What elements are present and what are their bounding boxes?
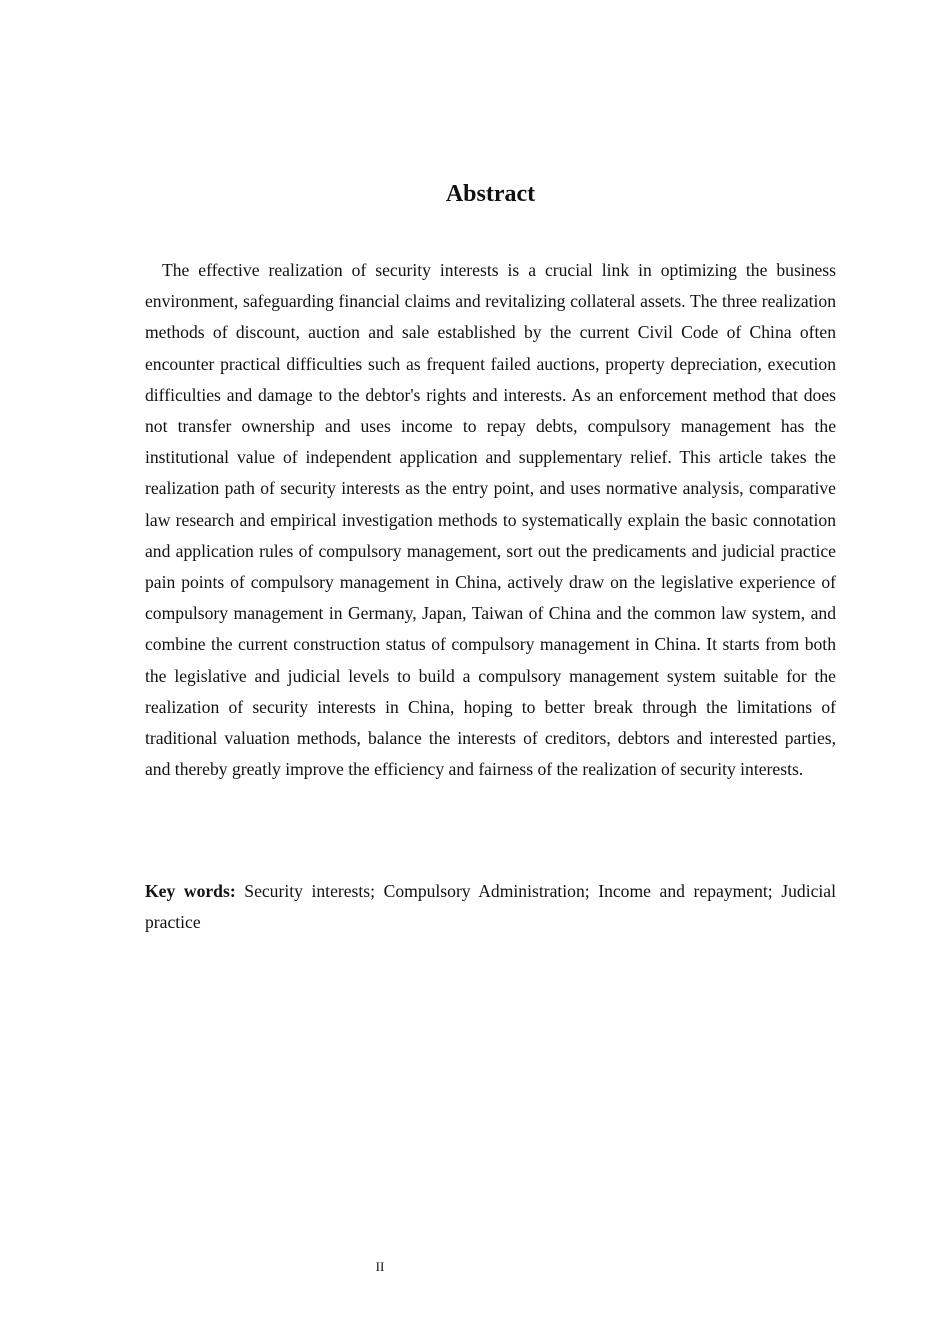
- keywords-text: Security interests; Compulsory Administration; Income and repayment; Judicial practice: [145, 881, 836, 933]
- keywords-label: Key words:: [145, 881, 236, 901]
- page-title: Abstract: [445, 181, 536, 207]
- page-number: II: [375, 1259, 385, 1274]
- keywords-line: [145, 876, 836, 938]
- abstract-paragraph: The effective realization of security interests is a crucial link in optimizing the business environment, safeguarding financial claims and revitalizing collateral assets. The three realization methods of discount, auction and sale established by the current Civil Code of China often encounter practical difficulties such as frequent failed auctions, property depreciation, execution difficulties and damage to the debtor's rights and interests. As an enforcement method that does not transfer ownership and uses income to repay debts, compulsory management has the institutional value of independent application and supplementary relief. This article takes the realization path of security interests as the entry point, and uses normative analysis, comparative law research and empirical investigation methods to systematically explain the basic connotation and application rules of compulsory management, sort out the predicaments and judicial practice pain points of compulsory management in China, actively draw on the legislative experience of compulsory management in Germany, Japan, Taiwan of China and the common law system, and combine the current construction status of compulsory management in China. It starts from both the legislative and judicial levels to build a compulsory management system suitable for the realization of security interests in China, hoping to better break through the limitations of traditional valuation methods, balance the interests of creditors, debtors and interested parties, and thereby greatly improve the efficiency and fairness of the realization of security interests.: [145, 260, 836, 780]
